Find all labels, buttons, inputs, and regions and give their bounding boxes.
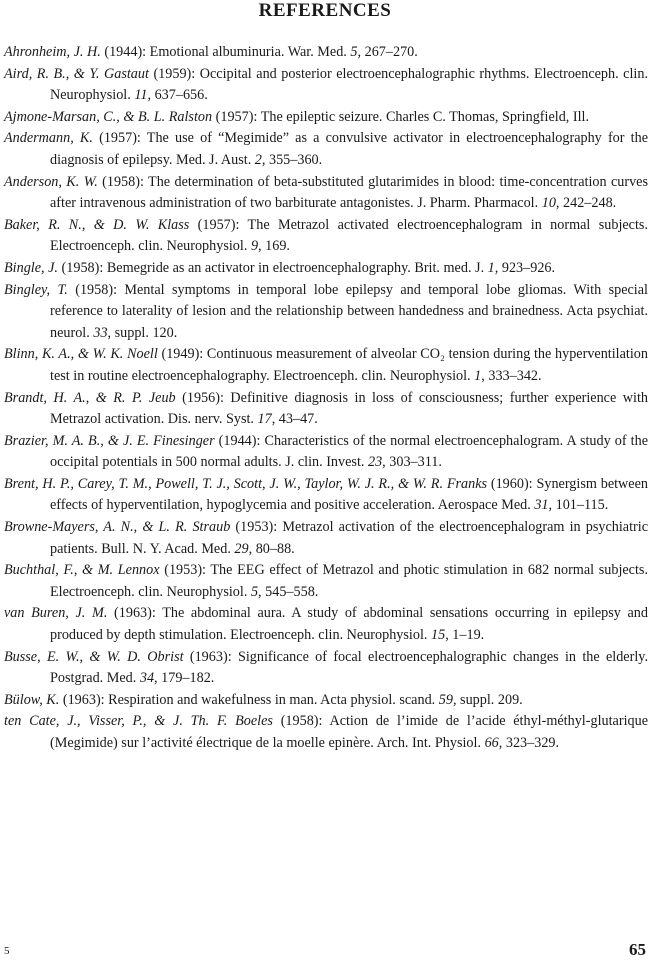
- reference-entry: [4, 560, 648, 603]
- reference-text: (1957): The epileptic seizure. Charles C. Thomas, Springfield, Ill.: [212, 108, 590, 125]
- reference-text: (1958): Mental symptoms in temporal lobe epilepsy and temporal lobe gliomas. With special reference to laterality of lesion and the relationship between handedness and brainedness. Acta psychiat. neurol.: [50, 281, 648, 341]
- reference-volume: 9: [250, 238, 259, 255]
- reference-volume: 23: [367, 454, 383, 471]
- reference-authors: Buchthal, F., & M. Lennox: [4, 562, 160, 579]
- reference-entry: [4, 42, 648, 64]
- reference-volume: 2: [254, 151, 262, 168]
- reference-entry: [4, 107, 648, 129]
- reference-entry: [4, 258, 648, 280]
- reference-pages: , suppl. 209.: [452, 691, 523, 708]
- reference-text: (1957): The use of “Megimide” as a convulsive activator in electroencephalography for the diagnosis of epilepsy. Med. J. Aust.: [50, 130, 648, 168]
- reference-entry: [4, 128, 648, 171]
- reference-volume: 17: [257, 411, 272, 428]
- reference-pages: , suppl. 120.: [107, 324, 178, 341]
- reference-text: (1963): Significance of focal electroencephalographic changes in the elderly. Postgrad. Med.: [50, 648, 648, 687]
- reference-pages: , 303–311.: [382, 454, 442, 471]
- reference-pages: , 242–248.: [555, 195, 617, 212]
- reference-authors: Ahronheim, J. H.: [4, 44, 101, 60]
- reference-volume: 66: [484, 735, 499, 751]
- reference-volume: 11: [134, 87, 148, 104]
- reference-text: (1960): Synergism between effects of hyperventilation, hypoglycemia and positive acceleration. Aerospace Med.: [50, 475, 648, 514]
- reference-pages: , 101–115.: [548, 497, 609, 514]
- reference-text: (1959): Occipital and posterior electroencephalographic rhythms. Electroenceph. clin. Neurophysiol.: [50, 65, 648, 104]
- reference-entry: [4, 517, 648, 560]
- reference-authors: Anderson, K. W.: [4, 173, 98, 190]
- reference-text: (1958): Bemegride as an activator in electroencephalography. Brit. med. J.: [57, 259, 488, 276]
- footer-mark: 5: [4, 945, 10, 957]
- reference-authors: van Buren, J. M.: [4, 605, 108, 622]
- reference-pages: , 169.: [258, 238, 290, 255]
- reference-authors: Busse, E. W., & W. D. Obrist: [4, 648, 184, 665]
- reference-pages: , 179–182.: [154, 670, 215, 687]
- reference-authors: Bingley, T.: [4, 281, 68, 298]
- page-number: 65: [629, 940, 646, 959]
- reference-entry: [4, 280, 648, 345]
- reference-authors: ten Cate, J., Visser, P., & J. Th. F. Boeles: [4, 713, 273, 730]
- reference-pages: , 545–558.: [258, 583, 319, 600]
- reference-pages: , 267–270.: [357, 44, 418, 60]
- reference-volume: 33: [93, 324, 108, 341]
- reference-pages: , 43–47.: [271, 411, 318, 428]
- reference-volume: 5: [350, 44, 358, 60]
- reference-entry: [4, 431, 648, 474]
- reference-authors: Bülow, K.: [4, 691, 60, 708]
- reference-authors: Baker, R. N., & D. W. Klass: [4, 216, 190, 233]
- reference-entry: [4, 388, 648, 431]
- reference-authors: Bingle, J.: [4, 259, 58, 276]
- reference-text: (1949): Continuous measurement of alveolar CO₂ tension during the hyperventilation test in routine electroencephalography. Electroenceph. clin. Neurophysiol.: [50, 346, 648, 384]
- reference-authors: Ajmone-Marsan, C., & B. L. Ralston: [4, 108, 213, 125]
- reference-volume: 1: [474, 367, 482, 384]
- reference-volume: 31: [534, 497, 549, 514]
- reference-volume: 1: [487, 259, 495, 276]
- reference-entry: [4, 690, 648, 712]
- reference-authors: Brazier, M. A. B., & J. E. Finesinger: [4, 432, 215, 449]
- reference-text: (1953): The EEG effect of Metrazol and photic stimulation in 682 normal subjects. Electroenceph. clin. Neurophysiol.: [50, 562, 648, 600]
- reference-authors: Aird, R. B., & Y. Gastaut: [4, 65, 149, 82]
- reference-volume: 10: [541, 195, 556, 212]
- reference-authors: Browne-Mayers, A. N., & L. R. Straub: [4, 519, 231, 536]
- reference-text: (1944): Emotional albuminuria. War. Med.: [100, 44, 351, 60]
- reference-entry: [4, 172, 648, 215]
- reference-volume: 34: [139, 670, 155, 687]
- reference-authors: Blinn, K. A., & W. K. Noell: [4, 346, 158, 363]
- reference-entry: [4, 647, 648, 690]
- reference-volume: 29: [234, 540, 249, 557]
- reference-pages: , 923–926.: [494, 259, 556, 276]
- reference-pages: , 1–19.: [445, 627, 485, 644]
- reference-entry: [4, 603, 648, 646]
- reference-text: (1957): The Metrazol activated electroencephalogram in normal subjects. Electroenceph. clin. Neurophysiol.: [50, 216, 648, 255]
- reference-pages: , 333–342.: [481, 367, 542, 384]
- reference-text: (1958): The determination of beta-substituted glutarimides in blood: time-concentration curves after intravenous administration of two barbiturate antagonistes. J. Pharm. Pharmacol.: [50, 173, 648, 212]
- reference-text: (1963): The abdominal aura. A study of abdominal sensations occurring in epilepsy and produced by depth stimulation. Electroenceph. clin. Neurophysiol.: [50, 605, 648, 644]
- reference-entry: [4, 215, 648, 258]
- reference-pages: , 355–360.: [261, 151, 323, 168]
- reference-list: [4, 42, 648, 755]
- reference-pages: , 637–656.: [147, 87, 208, 104]
- reference-entry: [4, 64, 648, 107]
- reference-text: (1956): Definitive diagnosis in loss of consciousness; further experience with Metrazol activation. Dis. nerv. Syst.: [50, 389, 648, 428]
- reference-text: (1953): Metrazol activation of the electroencephalogram in psychiatric patients. Bull. N. Y. Acad. Med.: [50, 519, 648, 557]
- reference-authors: Andermann, K.: [4, 130, 93, 147]
- reference-authors: Brent, H. P., Carey, T. M., Powell, T. J., Scott, J. W., Taylor, W. J. R., & W. R. Franks: [4, 475, 488, 492]
- reference-volume: 59: [438, 691, 453, 708]
- page-title: REFERENCES: [258, 0, 392, 21]
- reference-pages: , 323–329.: [498, 735, 560, 751]
- reference-entry: [4, 474, 648, 517]
- reference-volume: 15: [431, 627, 446, 644]
- reference-text: (1944): Characteristics of the normal electroencephalogram. A study of the occipital potentials in 500 normal adults. J. clin. Invest.: [50, 432, 648, 471]
- reference-entry: [4, 344, 648, 387]
- reference-authors: Brandt, H. A., & R. P. Jeub: [4, 389, 176, 406]
- reference-volume: 5: [250, 583, 259, 600]
- reference-pages: , 80–88.: [248, 540, 295, 557]
- reference-text: (1963): Respiration and wakefulness in man. Acta physiol. scand.: [59, 691, 439, 708]
- reference-entry: [4, 711, 648, 754]
- reference-text: (1958): Action de l’imide de l’acide éthyl-méthyl-glutarique (Megimide) sur l’activité électrique de la moelle epinère. Arch. Int. Physiol.: [50, 713, 648, 751]
